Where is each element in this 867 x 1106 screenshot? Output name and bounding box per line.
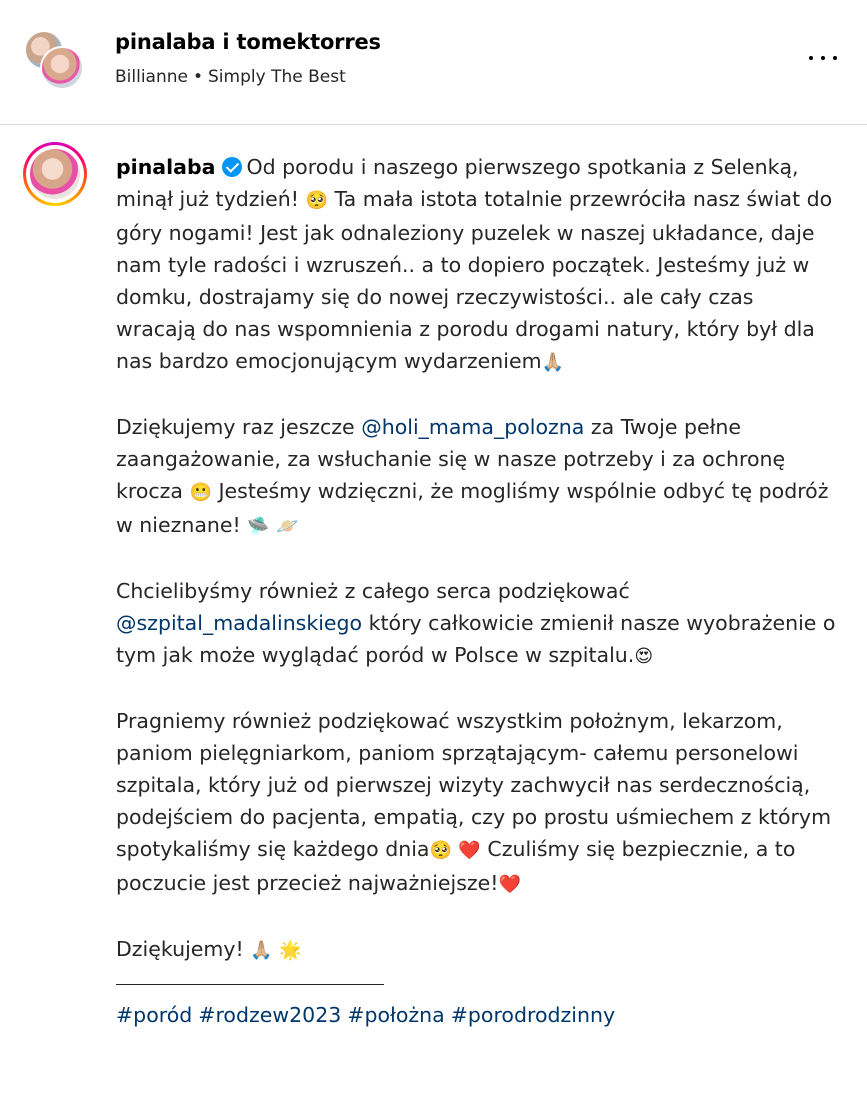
ufo-emoji: 🛸 [247,516,270,537]
hashtag-link[interactable]: #porodrodzinny [450,1003,616,1027]
caption-paragraph: Pragniemy również podziękować wszystkim położnym, lekarzom, paniom pielęgniarkom, paniom sprzątającym- całemu personelowi szpitala, który już od pierwszej wizyty zachwycił nas serdecznością, podejściem do pacjenta, empatią, czy po prostu uśmiechem z którym spotykaliśmy się każdego dnia🥺 ❤️ Czuliśmy się bezpiecznie, a to poczucie jest przecież najważniejsze!❤️ [116,709,832,895]
caption-divider [116,967,836,999]
avatar[interactable] [40,46,84,90]
author-avatar[interactable] [23,142,87,206]
audio-artist[interactable]: Billianne [115,67,188,87]
separator: • [192,67,204,87]
grimace-emoji: 😬 [189,482,212,503]
post-authors[interactable]: pinalaba i tomektorres [115,30,381,54]
audio-info [115,67,346,87]
hashtag-link[interactable]: #poród [116,1003,193,1027]
mention-link[interactable]: @szpital_madalinskiego [116,611,363,635]
red-heart-emoji: ❤️ [458,840,481,861]
collab-avatars[interactable] [24,30,88,94]
caption-paragraph: Dziękujemy raz jeszcze @holi_mama_polozna za Twoje pełne zaangażowanie, za wsłuchanie się w nasze potrzeby i za ochronę krocza 😬 Jesteśmy wdzięczni, że mogliśmy wspólnie odbyć tę podróż w nieznane! 🛸 🪐 [116,415,829,537]
pray-emoji: 🙏🏼 [541,352,564,373]
heart-eyes-emoji: 😍 [634,646,654,667]
pleading-face-emoji: 🥺 [305,190,328,211]
more-options-icon[interactable] [807,48,839,68]
caption-username[interactable]: pinalaba [116,155,216,179]
pleading-face-emoji: 🥺 [429,840,452,861]
caption-paragraph: Dziękujemy! 🙏🏼 🌟 [116,937,302,961]
mention-link[interactable]: @holi_mama_polozna [361,415,585,439]
hashtag-link[interactable]: #położna [347,1003,445,1027]
caption-text [116,151,836,1031]
hashtag-link[interactable]: #rodzew2023 [198,1003,342,1027]
planet-emoji: 🪐 [276,516,299,537]
hashtag-list [116,999,836,1031]
post-header [0,0,867,125]
caption-paragraph: Chcielibyśmy również z całego serca podziękować @szpital_madalinskiego który całkowicie zmienił nasze wyobrażenie o tym jak może wyglądać poród w Polsce w szpitalu.😍 [116,579,836,667]
caption-paragraph: pinalaba Od porodu i naszego pierwszego spotkania z Selenką, minął już tydzień! 🥺 Ta mała istota totalnie przewróciła nasz świat do góry nogami! Jest jak odnaleziony puzelek w naszej układance, daje nam tyle radości i wzruszeń.. a to dopiero początek. Jesteśmy już w domku, dostrajamy się do nowej rzeczywistości.. ale cały czas wracają do nas wspomnienia z porodu drogami natury, który był dla nas bardzo emocjonującym wydarzeniem🙏🏼 [116,155,833,373]
audio-title[interactable]: Simply The Best [208,67,346,87]
verified-badge-icon [222,157,242,177]
pray-emoji: 🙏🏼 [250,940,273,961]
red-heart-emoji: ❤️ [498,874,521,895]
glowing-star-emoji: 🌟 [279,940,302,961]
